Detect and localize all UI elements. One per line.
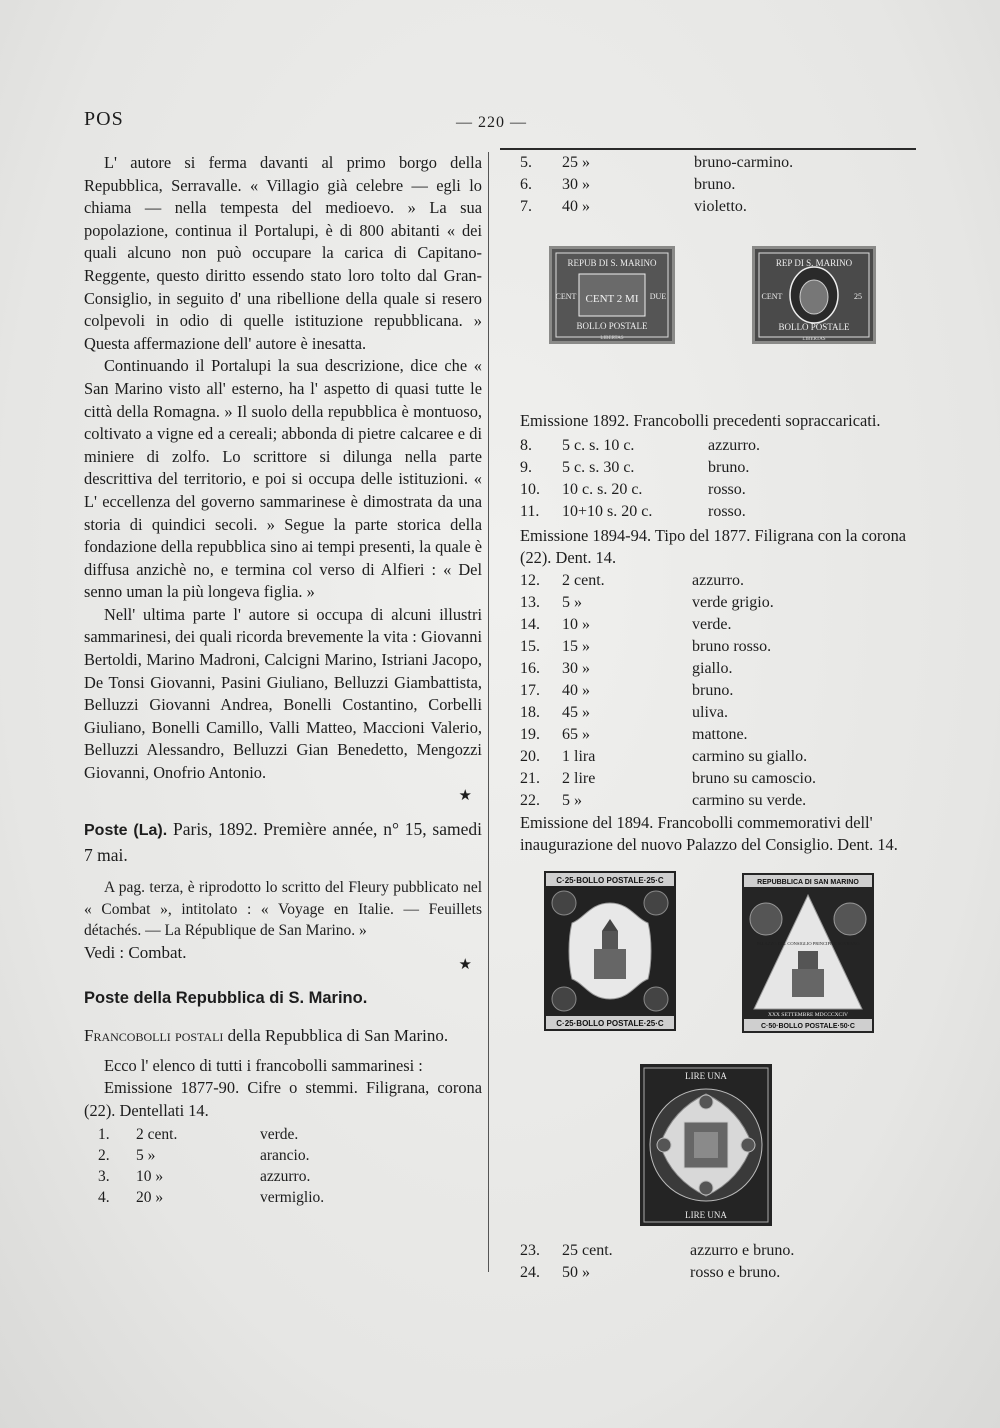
francobolli-rest: della Repubblica di San Marino. (223, 1025, 449, 1045)
stamp-3-top-legend: C·25·BOLLO POSTALE·25·C (556, 876, 664, 885)
stamp-list-top (520, 152, 918, 218)
paragraph-illustrious: Nell' ultima parte l' autore si occupa di alcuni illustri sammarinesi, dei quali ricorda brevemente la vita : Giovanni Bertoldi, Marino Madroni, Calcigni Marino, Istriani Jacopo, De Tonsi Giovanni, Pasini Giuliano, Belluzzi Giambattista, Belluzzi Giovanni Andrea, Bonelli Costantino, Corbelli Giuliano, Bonelli Camillo, Valli Matteo, Maccioni Valerio, Belluzzi Alessandro, Belluzzi Gian Benedetto, Mengozzi Giovanni, Onofrio Antonio. (84, 604, 482, 783)
list-item (520, 790, 918, 812)
entry-poste-la-details: Paris, 1892. Première année, n° 15, samedi 7 mai. (84, 819, 482, 866)
item-color: verde. (260, 1126, 299, 1144)
item-number: 5. (520, 154, 532, 171)
item-number: 21. (520, 769, 540, 787)
page-number: — 220 — (456, 114, 527, 131)
paragraph-description: Continuando il Portalupi la sua descrizione, dice che « San Marino visto all' esterno, ha l' aspetto di quasi tutte le città della Romagna. » Il suolo della repubblica è montuoso, coltivato a vigne ed a cereali; abbonda di pietre calcaree e di miniere di zolfo. Lo scrittore si dilunga nella parte descrittiva del territorio, e poi si occupa delle istituzioni. « L' eccellenza del governo sammarinese è dimostrata da una storia di quindici secoli. » Segue la parte storica della fondazione della repubblica sino ai tempi presenti, la quale è diffusa anzichè no, e termina col verso di Alfieri : « Del senno uman la più longeva figlia. » (84, 356, 482, 602)
item-color: vermiglio. (260, 1189, 325, 1207)
list-item (520, 435, 918, 457)
list-item (520, 501, 918, 523)
list-item (520, 152, 918, 174)
item-color: bruno su camoscio. (692, 769, 816, 787)
item-value: 30 » (562, 176, 590, 193)
stamp-list-1894 (520, 570, 918, 812)
stamp-list-1892 (520, 435, 918, 523)
stamp-5-bottom-legend: LIRE UNA (685, 1210, 727, 1220)
item-color: verde. (692, 615, 732, 633)
entry-title-poste-repubblica: Poste della Repubblica di S. Marino. (84, 988, 368, 1007)
item-value: 5 » (136, 1147, 156, 1165)
list-item (520, 702, 918, 724)
item-color: bruno-carmino. (694, 154, 794, 171)
running-head-keyword: POS (84, 108, 124, 130)
item-number: 13. (520, 593, 540, 611)
column-divider (488, 152, 489, 1272)
item-color: giallo. (692, 659, 733, 677)
stamp-2-top-legend: REP DI S. MARINO (775, 258, 853, 268)
list-item (520, 1240, 918, 1262)
stamp-5-top-legend: LIRE UNA (685, 1071, 727, 1081)
item-color: bruno. (694, 176, 736, 193)
item-value: 15 » (562, 637, 590, 655)
item-number: 3. (98, 1168, 110, 1186)
item-value: 5 » (562, 791, 582, 809)
item-number: 9. (520, 458, 532, 476)
item-value: 10 » (562, 615, 590, 633)
paragraph-emissione-1877: Emissione 1877-90. Cifre o stemmi. Filigrana, corona (22). Dentellati 14. (84, 1078, 482, 1120)
stamp-image-2-cent (549, 246, 675, 344)
item-number: 11. (520, 502, 540, 520)
item-color: azzurro. (692, 571, 744, 589)
item-number: 2. (98, 1147, 110, 1165)
stamp-1-right-legend: DUE (649, 292, 667, 301)
item-color: azzurro. (260, 1168, 311, 1186)
stamp-2-left-legend: CENT (761, 292, 783, 301)
item-number: 12. (520, 571, 540, 589)
item-color: carmino su giallo. (692, 747, 808, 765)
list-item (520, 174, 918, 196)
stamp-1-bottom-legend: BOLLO POSTALE (576, 321, 648, 331)
stamp-2-bottom-legend: BOLLO POSTALE (778, 322, 850, 332)
stamp-list-1877 (84, 1124, 482, 1208)
item-color: arancio. (260, 1147, 310, 1165)
item-value: 10+10 s. 20 c. (562, 502, 653, 520)
item-number: 18. (520, 703, 540, 721)
list-item (520, 457, 918, 479)
stamp-2-foot-legend: LIBERTAS (802, 337, 826, 342)
list-item (520, 768, 918, 790)
item-number: 17. (520, 681, 540, 699)
list-item (520, 479, 918, 501)
item-value: 10 c. s. 20 c. (562, 480, 643, 498)
stamp-1-foot-legend: LIBERTAS (600, 336, 624, 341)
item-number: 16. (520, 659, 540, 677)
item-value: 1 lira (562, 747, 596, 765)
stamp-3-bottom-legend: C·25·BOLLO POSTALE·25·C (556, 1019, 664, 1028)
entry-title-poste-la: Poste (La). (84, 822, 168, 840)
stamp-4-date-legend: XXX SETTEMBRE MDCCCXCIV (767, 1012, 849, 1018)
item-number: 14. (520, 615, 540, 633)
entry-poste-la (84, 817, 482, 867)
item-color: rosso e bruno. (690, 1264, 781, 1281)
item-value: 30 » (562, 659, 590, 677)
item-value: 20 » (136, 1189, 164, 1207)
item-number: 23. (520, 1242, 540, 1259)
item-color: rosso. (708, 502, 746, 520)
list-item (520, 724, 918, 746)
left-column (84, 152, 482, 1208)
list-item (520, 1262, 918, 1284)
see-also-combat: Vedi : Combat. (84, 942, 187, 962)
item-number: 15. (520, 637, 540, 655)
item-value: 2 lire (562, 769, 596, 787)
header-rule (500, 148, 916, 150)
stamp-image-commemorative-50 (742, 873, 874, 1033)
item-number: 7. (520, 198, 532, 215)
list-item (520, 570, 918, 592)
item-color: bruno. (708, 458, 750, 476)
list-item (84, 1145, 482, 1166)
stamp-image-coat-of-arms (752, 246, 876, 344)
separator-star-2: ★ (458, 957, 472, 974)
stamp-1-center-legend: CENT 2 MI (585, 293, 639, 305)
item-value: 5 » (562, 593, 582, 611)
item-value: 5 c. s. 10 c. (562, 436, 635, 454)
item-color: bruno. (692, 681, 734, 699)
paragraph-elenco: Ecco l' elenco di tutti i francobolli sammarinesi : (104, 1055, 423, 1075)
stamp-image-commemorative-lira (640, 1064, 772, 1226)
stamp-4-inner-legend: PALAZZO DEL CONSIGLIO PRINCIPE E SOVRANO (756, 941, 860, 946)
list-item (520, 196, 918, 218)
item-value: 25 » (562, 154, 590, 171)
item-color: carmino su verde. (692, 791, 807, 809)
item-color: uliva. (692, 703, 728, 721)
item-value: 2 cent. (136, 1126, 178, 1144)
item-value: 25 cent. (562, 1242, 613, 1259)
item-number: 19. (520, 725, 540, 743)
item-number: 22. (520, 791, 540, 809)
paragraph-emissione-1894: Emissione 1894-94. Tipo del 1877. Filigrana con la corona (22). Dent. 14. (520, 525, 907, 568)
item-number: 24. (520, 1264, 540, 1281)
paragraph-francobolli (84, 1024, 482, 1047)
list-item (520, 746, 918, 768)
item-number: 20. (520, 747, 540, 765)
list-item (84, 1166, 482, 1187)
item-number: 6. (520, 176, 532, 193)
list-item (84, 1124, 482, 1145)
item-number: 4. (98, 1189, 110, 1207)
item-value: 10 » (136, 1168, 164, 1186)
item-color: mattone. (692, 725, 748, 743)
item-value: 50 » (562, 1264, 590, 1281)
stamp-1-top-legend: REPUB DI S. MARINO (567, 258, 657, 268)
stamp-list-commemorative (520, 1240, 918, 1284)
item-value: 2 cent. (562, 571, 605, 589)
item-number: 10. (520, 480, 540, 498)
item-value: 5 c. s. 30 c. (562, 458, 635, 476)
item-color: bruno rosso. (692, 637, 772, 655)
item-color: violetto. (694, 198, 747, 215)
list-item (84, 1187, 482, 1208)
stamp-1-left-legend: CENT (555, 292, 577, 301)
list-item (520, 636, 918, 658)
stamp-2-right-legend: 25 (854, 292, 862, 301)
item-color: verde grigio. (692, 593, 774, 611)
stamp-4-bottom-legend: C·50·BOLLO POSTALE·50·C (761, 1023, 855, 1030)
item-value: 65 » (562, 725, 590, 743)
item-color: rosso. (708, 480, 746, 498)
stamp-4-top-legend: REPUBBLICA DI SAN MARINO (757, 879, 859, 886)
item-value: 40 » (562, 681, 590, 699)
francobolli-small-caps: Francobolli postali (84, 1025, 224, 1045)
item-number: 1. (98, 1126, 110, 1144)
paragraph-serravalle: L' autore si ferma davanti al primo borgo della Repubblica, Serravalle. « Villagio già celebre — egli lo chiama — nella tempesta del medioevo. » La sua popolazione, continua il Portalupi, è di 800 abitanti « dei quali alcuno non può occupare la carica di Capitano-Reggente, questo diritto essendo stato loro tolto dal Gran-Consiglio, in seguito d' una ribellione della quale si resero colpevoli in odio di quelle istituzione repubblicana. » Questa affermazione dell' autore è inesatta. (84, 153, 482, 353)
paragraph-emissione-1892: Emissione 1892. Francobolli precedenti sopraccaricati. (520, 411, 881, 430)
list-item (520, 658, 918, 680)
list-item (520, 680, 918, 702)
list-item (520, 592, 918, 614)
paragraph-emissione-commemorativa: Emissione del 1894. Francobolli commemorativi dell' inaugurazione del nuovo Palazzo del Consiglio. Dent. 14. (520, 812, 898, 855)
separator-star: ★ (458, 787, 472, 804)
item-color: azzurro. (708, 436, 760, 454)
paragraph-poste-la: A pag. terza, è riprodotto lo scritto del Fleury pubblicato nel « Combat », intitolato : « Voyage en Italie. — Feuillets détachés. — La République de San Marino. » (84, 879, 482, 940)
list-item (520, 614, 918, 636)
item-number: 8. (520, 436, 532, 454)
item-value: 40 » (562, 198, 590, 215)
item-value: 45 » (562, 703, 590, 721)
item-color: azzurro e bruno. (690, 1242, 795, 1259)
stamp-image-commemorative-25 (544, 871, 676, 1031)
